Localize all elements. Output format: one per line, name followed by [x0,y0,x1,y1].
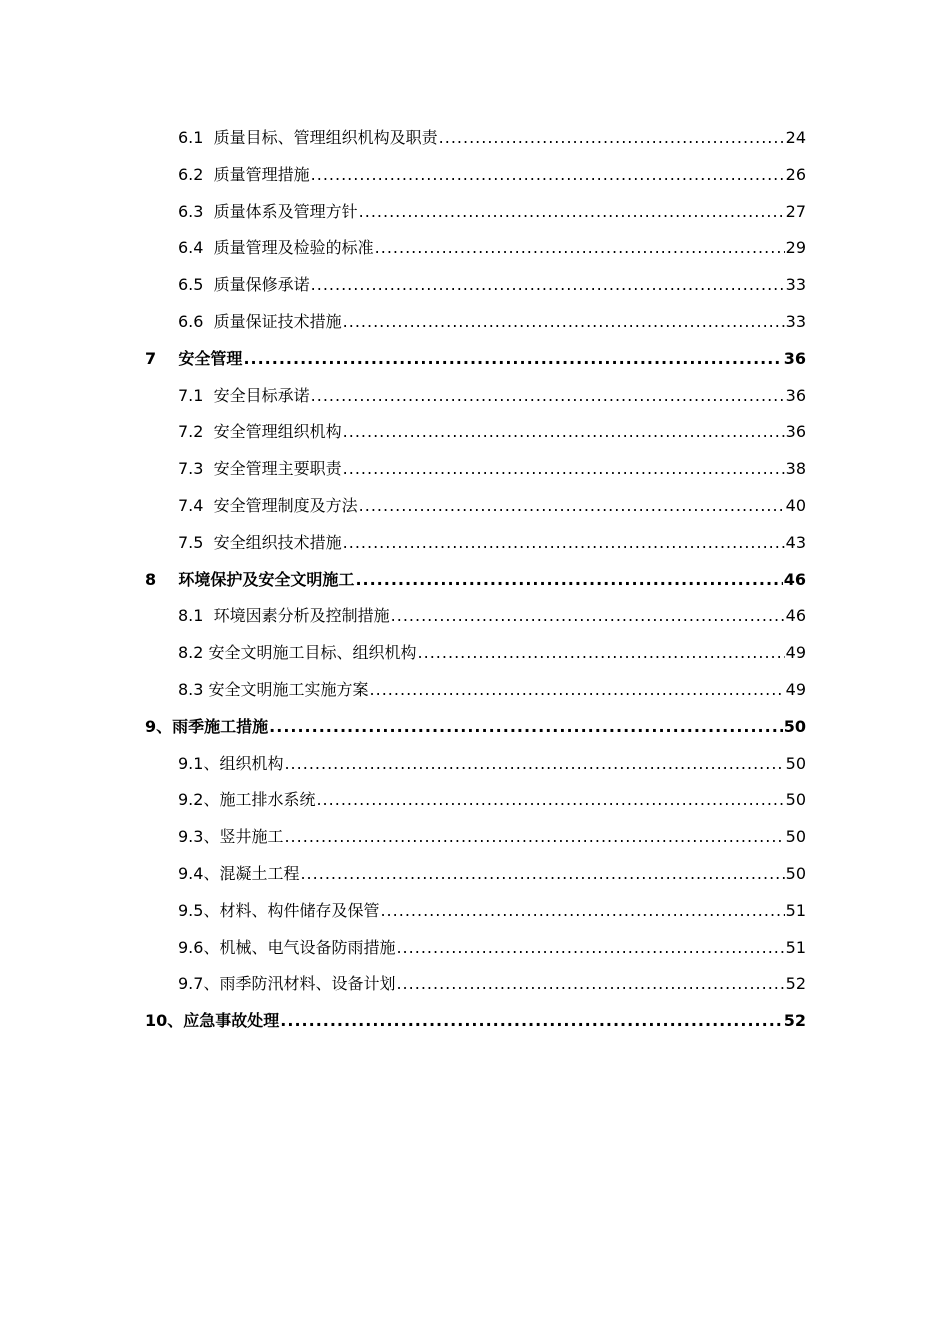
toc-leader-dots [343,531,785,555]
toc-entry[interactable] [0,414,950,451]
toc-entry[interactable] [0,120,950,157]
toc-entry-title: 安全管理主要职责 [213,459,342,479]
toc-entry-page: 26 [785,164,806,184]
toc-entry-page: 36 [785,422,806,442]
toc-leader-dots [343,310,785,334]
toc-entry-page: 29 [785,238,806,258]
toc-entry[interactable] [0,893,950,930]
toc-leader-dots [380,899,784,923]
toc-entry-page: 36 [783,348,806,368]
toc-entry[interactable] [0,746,950,783]
toc-entry-title: 质量保修承诺 [213,275,310,295]
toc-entry-number: 9.7、 [178,974,220,994]
toc-entry[interactable] [0,856,950,893]
toc-entry-number: 7.4 [178,495,214,515]
toc-entry-page: 50 [785,863,806,883]
toc-entry-page: 50 [783,716,806,736]
toc-entry-number: 8.2 [178,643,209,663]
toc-section-heading[interactable] [0,341,950,378]
toc-entry-title: 质量保证技术措施 [213,311,342,331]
toc-entry-page: 46 [783,569,806,589]
toc-entry-title: 雨季防汛材料、设备计划 [219,974,396,994]
toc-leader-dots [439,126,785,150]
toc-entry[interactable] [0,378,950,415]
toc-entry-number: 8.1 [178,606,214,626]
toc-entry-number: 9.4、 [178,863,220,883]
toc-entry-number: 6.2 [178,164,214,184]
toc-leader-dots [343,457,785,481]
toc-entry-page: 52 [783,1011,806,1031]
toc-leader-dots [284,752,784,776]
toc-entry-page: 50 [785,827,806,847]
toc-entry-page: 38 [785,459,806,479]
toc-entry-page: 52 [785,974,806,994]
toc-entry-number: 8 [145,569,179,589]
toc-entry-title: 施工排水系统 [219,790,316,810]
toc-entry-page: 24 [785,128,806,147]
toc-entry-title: 混凝土工程 [219,863,300,883]
toc-section-heading[interactable] [0,1003,950,1040]
toc-entry-number: 6.3 [178,201,214,221]
toc-entry[interactable] [0,157,950,194]
toc-entry-title: 质量目标、管理组织机构及职责 [213,128,438,147]
toc-entry-page: 43 [785,532,806,552]
toc-entry-title: 安全管理组织机构 [213,422,342,442]
toc-leader-dots [284,825,784,849]
toc-entry-title: 雨季施工措施 [172,716,269,736]
toc-entry-title: 竖井施工 [219,827,284,847]
toc-entry-number: 6.1 [178,128,214,147]
toc-leader-dots [355,568,782,592]
toc-entry[interactable] [0,304,950,341]
toc-leader-dots [243,347,782,371]
toc-entry-title: 安全文明施工目标、组织机构 [208,643,417,663]
toc-entry-page: 51 [785,937,806,957]
toc-entry-number: 7.1 [178,385,214,405]
toc-entry-number: 9.3、 [178,827,220,847]
toc-entry-page: 50 [785,790,806,810]
toc-entry[interactable] [0,930,950,967]
toc-entry[interactable] [0,267,950,304]
toc-entry-title: 质量体系及管理方针 [213,201,358,221]
toc-leader-dots [359,200,785,224]
toc-entry-number: 6.6 [178,311,214,331]
toc-entry-title: 质量管理措施 [213,164,310,184]
toc-section-heading[interactable] [0,562,950,599]
toc-entry-number: 9.1、 [178,753,220,773]
toc-entry[interactable] [0,230,950,267]
toc-entry-page: 49 [785,679,806,699]
toc-leader-dots [375,236,785,260]
toc-leader-dots [300,862,784,886]
toc-entry[interactable] [0,782,950,819]
toc-entry-title: 材料、构件储存及保管 [219,900,380,920]
toc-entry-number: 9、 [145,716,173,736]
toc-entry-number: 7 [145,348,179,368]
toc-entry-page: 27 [785,201,806,221]
toc-entry-number: 6.5 [178,275,214,295]
toc-leader-dots [280,1009,782,1033]
toc-entry-page: 36 [785,385,806,405]
toc-entry-title: 组织机构 [219,753,284,773]
toc-entry[interactable] [0,635,950,672]
toc-leader-dots [418,641,785,665]
toc-entry-number: 9.2、 [178,790,220,810]
toc-entry-page: 40 [785,495,806,515]
toc-entry-number: 8.3 [178,679,209,699]
toc-leader-dots [370,678,785,702]
toc-entry[interactable] [0,488,950,525]
toc-entry-number: 9.6、 [178,937,220,957]
toc-entry-page: 33 [785,311,806,331]
toc-entry-title: 安全目标承诺 [213,385,310,405]
toc-entry-page: 50 [785,753,806,773]
toc-section-heading[interactable] [0,709,950,746]
toc-entry[interactable] [0,598,950,635]
toc-leader-dots [396,936,784,960]
toc-entry-number: 10、 [145,1011,184,1031]
toc-entry-title: 质量管理及检验的标准 [213,238,374,258]
toc-entry-title: 环境保护及安全文明施工 [178,569,355,589]
toc-leader-dots [396,972,784,996]
toc-entry-page: 46 [785,606,806,626]
toc-leader-dots [343,420,785,444]
toc-entry-title: 安全管理 [178,348,243,368]
toc-leader-dots [311,163,785,187]
toc-entry-title: 安全管理制度及方法 [213,495,358,515]
toc-entry-title: 机械、电气设备防雨措施 [219,937,396,957]
toc-entry[interactable] [0,819,950,856]
toc-entry-number: 6.4 [178,238,214,258]
toc-entry-title: 应急事故处理 [183,1011,280,1031]
toc-leader-dots [311,384,785,408]
toc-leader-dots [269,715,783,739]
toc-entry-title: 环境因素分析及控制措施 [213,606,390,626]
toc-entry[interactable] [0,966,950,1003]
toc-entry[interactable] [0,672,950,709]
toc-entry-page: 49 [785,643,806,663]
toc-entry-number: 9.5、 [178,900,220,920]
toc-entry[interactable] [0,525,950,562]
toc-leader-dots [316,788,784,812]
toc-entry-number: 7.3 [178,459,214,479]
toc-entry-page: 33 [785,275,806,295]
toc-entry-title: 安全文明施工实施方案 [208,679,369,699]
toc-entry[interactable] [0,194,950,231]
toc-entry[interactable] [0,451,950,488]
toc-entry-number: 7.2 [178,422,214,442]
toc-leader-dots [359,494,785,518]
toc-leader-dots [311,273,785,297]
toc-entry-title: 安全组织技术措施 [213,532,342,552]
toc-leader-dots [391,604,785,628]
table-of-contents [0,120,950,1040]
toc-entry-page: 51 [785,900,806,920]
toc-entry-number: 7.5 [178,532,214,552]
